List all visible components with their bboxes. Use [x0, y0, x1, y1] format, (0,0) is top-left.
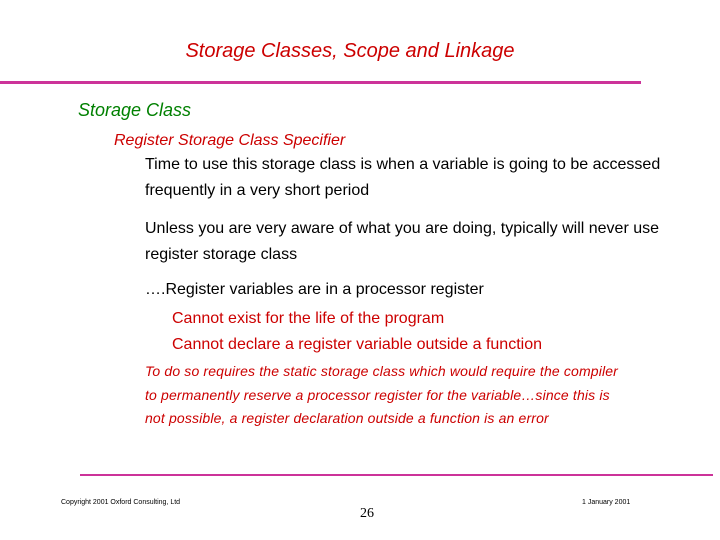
- explanation-note: To do so requires the static storage class which would require the compiler to permanently reserve a processor register for the variable…since this is not possible, a register declaration outside a function is an error: [145, 363, 618, 426]
- subsection-heading: Register Storage Class Specifier: [114, 132, 346, 149]
- section-heading: Storage Class: [78, 100, 192, 120]
- footer-copyright: Copyright 2001 Oxford Consulting, Ltd: [61, 499, 181, 506]
- slide-title: Storage Classes, Scope and Linkage: [185, 40, 515, 62]
- footer-date: 1 January 2001: [582, 499, 631, 506]
- point-scope: Cannot declare a register variable outside a function: [172, 336, 542, 353]
- page-number: 26: [360, 506, 374, 521]
- paragraph-warning: Unless you are very aware of what you are doing, typically will never use register storage class: [145, 220, 660, 263]
- title-divider: [0, 81, 641, 84]
- paragraph-usage: Time to use this storage class is when a variable is going to be accessed frequently in a very short period: [145, 156, 661, 199]
- paragraph-register-location: ….Register variables are in a processor register: [145, 281, 484, 298]
- footer-divider: [80, 474, 713, 476]
- point-lifetime: Cannot exist for the life of the program: [172, 310, 445, 327]
